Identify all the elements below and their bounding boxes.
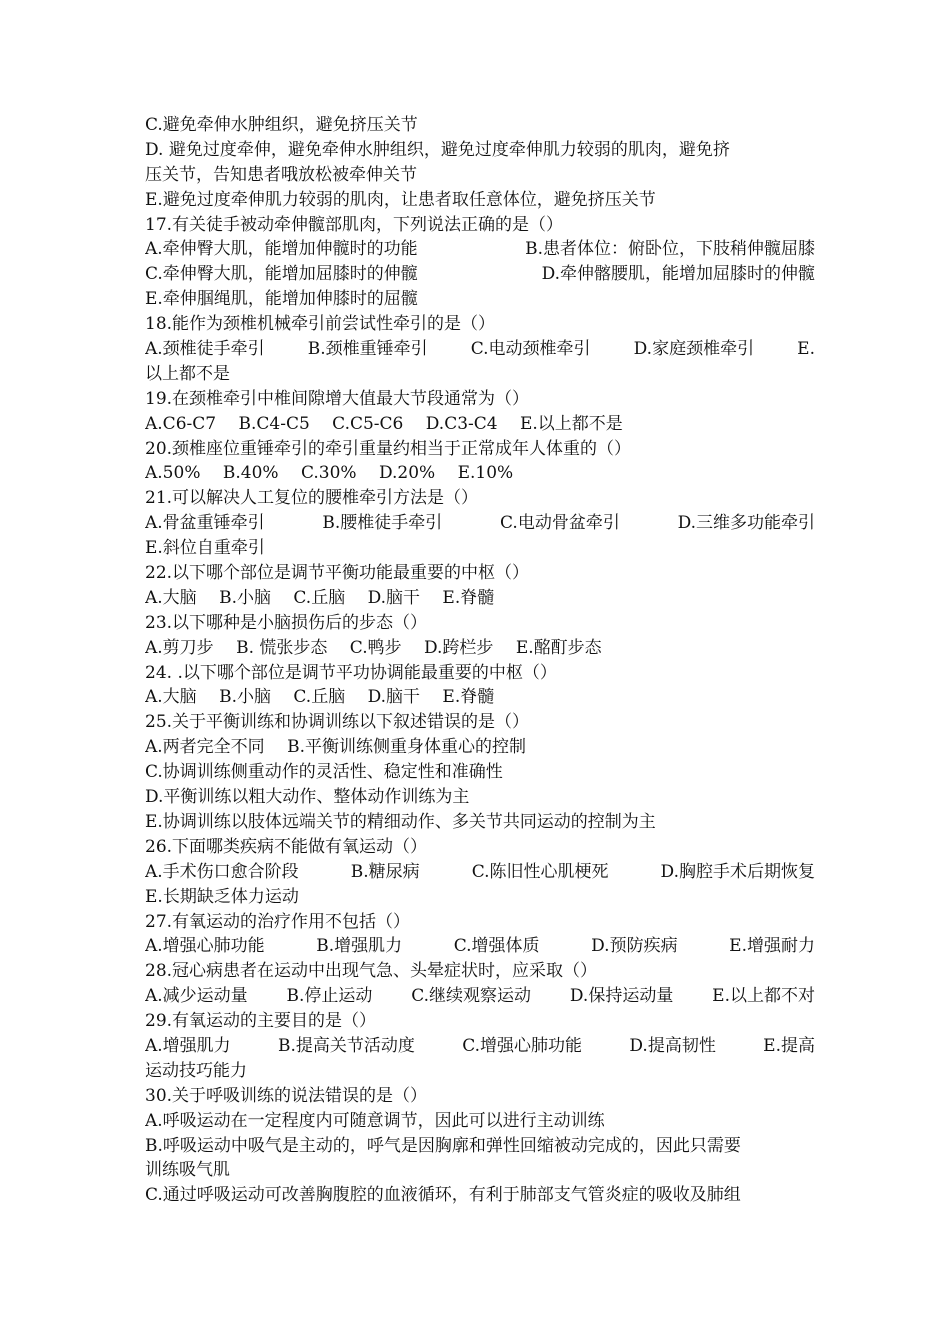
option-row — [145, 511, 815, 536]
text-line: 运动技巧能力 — [145, 1060, 247, 1081]
option-row — [145, 934, 815, 959]
option-item: D.家庭颈椎牵引 — [633, 339, 755, 360]
question-line: 23.以下哪种是小脑损伤后的步态（） — [145, 612, 428, 633]
option-item: E.增强耐力 — [729, 936, 815, 957]
option-row — [145, 262, 815, 287]
text-line: 训练吸气肌 — [145, 1160, 230, 1181]
document-body — [145, 113, 815, 1208]
option-item: B.患者体位：俯卧位，下肢稍伸髋屈膝 — [525, 239, 815, 260]
question-line: 25.关于平衡训练和协调训练以下叙述错误的是（） — [145, 712, 530, 733]
text-line: A.呼吸运动在一定程度内可随意调节，因此可以进行主动训练 — [145, 1110, 605, 1131]
text-line: A.两者完全不同 B.平衡训练侧重身体重心的控制 — [145, 737, 526, 758]
option-item: A.增强肌力 — [145, 1035, 231, 1056]
option-item: E.提高 — [763, 1035, 815, 1056]
text-line: E.长期缺乏体力运动 — [145, 886, 299, 907]
option-item: A.减少运动量 — [145, 986, 248, 1007]
option-item: A.手术伤口愈合阶段 — [145, 861, 299, 882]
text-line: B.呼吸运动中吸气是主动的，呼气是因胸廓和弹性回缩被动完成的，因此只需要 — [145, 1135, 741, 1156]
question-line: 28.冠心病患者在运动中出现气急、头晕症状时，应采取（） — [145, 961, 598, 982]
option-item: C.电动骨盆牵引 — [500, 513, 620, 534]
option-item: B.增强肌力 — [316, 936, 403, 957]
option-item: A.增强心肺功能 — [145, 936, 265, 957]
question-line: 27.有氧运动的治疗作用不包括（） — [145, 911, 411, 932]
option-item: C.陈旧性心肌梗死 — [471, 861, 609, 882]
question-line: 20.颈椎座位重锤牵引的牵引重量约相当于正常成年人体重的（） — [145, 438, 632, 459]
question-line: 21.可以解决人工复位的腰椎牵引方法是（） — [145, 488, 479, 509]
option-item: D.预防疾病 — [591, 936, 678, 957]
option-item: A.牵伸臀大肌，能增加伸髋时的功能 — [145, 239, 418, 260]
option-item: C.牵伸臀大肌，能增加屈膝时的伸髋 — [145, 264, 418, 285]
text-line: 以上都不是 — [145, 363, 230, 384]
option-item: C.增强体质 — [453, 936, 540, 957]
option-item: B.停止运动 — [286, 986, 373, 1007]
option-item: C.电动颈椎牵引 — [470, 339, 591, 360]
option-item: B.糖尿病 — [350, 861, 420, 882]
option-item: E.以上都不对 — [712, 986, 815, 1007]
question-line: 30.关于呼吸训练的说法错误的是（） — [145, 1085, 428, 1106]
option-item: A.骨盆重锤牵引 — [145, 513, 265, 534]
option-item: D.牵伸髂腰肌，能增加屈膝时的伸髋 — [541, 264, 815, 285]
option-row — [145, 860, 815, 885]
option-item: A.颈椎徒手牵引 — [145, 339, 265, 360]
question-line: 24. .以下哪个部位是调节平功协调能最重要的中枢（） — [145, 662, 557, 683]
option-item: D.提高韧性 — [629, 1035, 716, 1056]
option-item: B.提高关节活动度 — [278, 1035, 415, 1056]
text-line: E.牵伸腘绳肌，能增加伸膝时的屈髋 — [145, 289, 418, 310]
question-line: 17.有关徒手被动牵伸髋部肌肉，下列说法正确的是（） — [145, 214, 564, 235]
option-row — [145, 337, 815, 362]
text-line: E.斜位自重牵引 — [145, 538, 265, 559]
text-line: D. 避免过度牵伸，避免牵伸水肿组织，避免过度牵伸肌力较弱的肌肉，避免挤 — [145, 139, 730, 160]
question-line: 22.以下哪个部位是调节平衡功能最重要的中枢（） — [145, 563, 530, 584]
text-line: E.协调训练以肢体远端关节的精细动作、多关节共同运动的控制为主 — [145, 811, 656, 832]
text-line: 压关节，告知患者哦放松被牵伸关节 — [145, 164, 417, 185]
option-item: B.颈椎重锤牵引 — [307, 339, 428, 360]
option-item: C.增强心肺功能 — [462, 1035, 583, 1056]
text-line: C.避免牵伸水肿组织，避免挤压关节 — [145, 115, 418, 135]
text-line: C.协调训练侧重动作的灵活性、稳定性和准确性 — [145, 762, 503, 783]
question-line: 19.在颈椎牵引中椎间隙增大值最大节段通常为（） — [145, 388, 530, 409]
text-line: A.大脑 B.小脑 C.丘脑 D.脑干 E.脊髓 — [145, 687, 495, 708]
question-line: 18.能作为颈椎机械牵引前尝试性牵引的是（） — [145, 314, 496, 335]
option-item: D.三维多功能牵引 — [677, 513, 815, 534]
text-line: E.避免过度牵伸肌力较弱的肌肉，让患者取任意体位，避免挤压关节 — [145, 189, 656, 210]
option-item: C.继续观察运动 — [411, 986, 532, 1007]
text-line: A.50% B.40% C.30% D.20% E.10% — [145, 463, 514, 484]
option-row — [145, 984, 815, 1009]
text-line: D.平衡训练以粗大动作、整体动作训练为主 — [145, 787, 470, 808]
text-line: A.C6-C7 B.C4-C5 C.C5-C6 D.C3-C4 E.以上都不是 — [145, 413, 623, 434]
option-row — [145, 237, 815, 262]
option-row — [145, 1034, 815, 1059]
text-line: C.通过呼吸运动可改善胸腹腔的血液循环，有利于肺部支气管炎症的吸收及肺组 — [145, 1185, 741, 1206]
text-line: A.剪刀步 B. 慌张步态 C.鸭步 D.跨栏步 E.酩酊步态 — [145, 637, 602, 658]
option-item: B.腰椎徒手牵引 — [322, 513, 443, 534]
option-item: D.胸腔手术后期恢复 — [660, 861, 815, 882]
option-item: E. — [797, 339, 815, 360]
question-line: 29.有氧运动的主要目的是（） — [145, 1011, 377, 1032]
text-line: A.大脑 B.小脑 C.丘脑 D.脑干 E.脊髓 — [145, 587, 495, 608]
option-item: D.保持运动量 — [569, 986, 674, 1007]
question-line: 26.下面哪类疾病不能做有氧运动（） — [145, 836, 428, 857]
